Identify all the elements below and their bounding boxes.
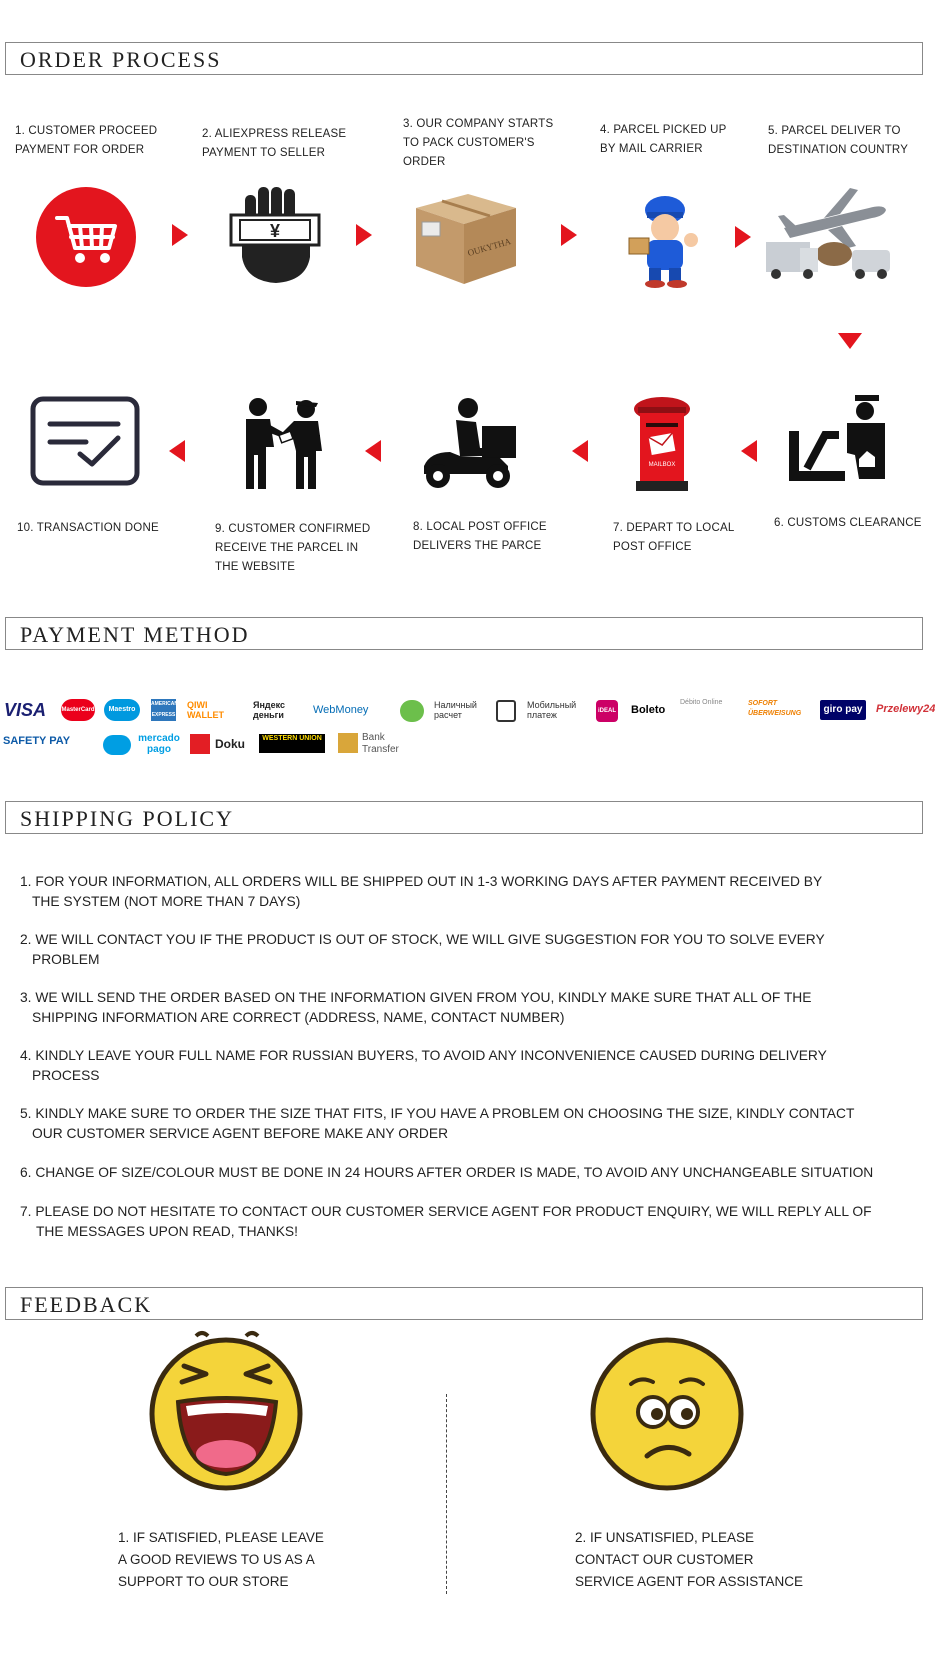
arrow-right-icon — [172, 224, 188, 246]
debito-online-logo: Débito Online — [680, 699, 723, 706]
arrow-right-icon — [561, 224, 577, 246]
feedback-satisfied-text: 1. IF SATISFIED, PLEASE LEAVE A GOOD REVIEWS TO US AS A SUPPORT TO OUR STORE — [118, 1530, 324, 1589]
arrow-left-icon — [169, 440, 185, 462]
safetypay-logo: SAFETY PAY — [3, 735, 71, 747]
box-brand-text: OUKYTHA — [466, 236, 512, 259]
mastercard-logo: MasterCard — [61, 699, 95, 721]
mailbox-text: MAILBOX — [648, 462, 676, 468]
shopping-cart-icon — [35, 186, 137, 288]
handover-icon — [236, 395, 336, 491]
maestro-logo: Maestro — [104, 699, 140, 721]
przelewy24-logo: Przelewy24 — [876, 703, 935, 715]
arrow-right-icon — [356, 224, 372, 246]
step-7-label: 7. DEPART TO LOCAL POST OFFICE — [613, 522, 735, 553]
feedback-divider — [446, 1394, 447, 1594]
delivery-scooter-icon — [420, 396, 520, 492]
sofort-logo: SOFORT ÜBERWEISUNG — [748, 700, 802, 717]
policy-item-5: 5. KINDLY MAKE SURE TO ORDER THE SIZE THAT FITS, IF YOU HAVE A PROBLEM ON CHOOSING THE SIZE, KINDLY CONTACT OUR CUSTOMER SERVICE AGENT BEFORE MAKE ANY ORDER — [20, 1106, 855, 1141]
mercado-pago-logo: mercado pago — [138, 733, 180, 755]
bank-transfer-logo: Bank Transfer — [362, 732, 399, 755]
step-9-label: 9. CUSTOMER CONFIRMED RECEIVE THE PARCEL IN THE WEBSITE — [215, 523, 371, 573]
arrow-right-icon — [735, 226, 751, 248]
worried-face-icon — [589, 1336, 745, 1492]
boleto-logo: Boleto — [631, 704, 666, 716]
cash-icon — [400, 700, 424, 722]
doku-logo: Doku — [215, 737, 245, 751]
bank-icon — [338, 733, 358, 753]
policy-item-3: 3. WE WILL SEND THE ORDER BASED ON THE INFORMATION GIVEN FROM YOU, KINDLY MAKE SURE THAT ALL OF THE SHIPPING INFORMATION ARE CORRECT (ADDRESS, NAME, CONTACT NUMBER) — [20, 990, 812, 1025]
step-6-label: 6. CUSTOMS CLEARANCE — [774, 517, 922, 529]
amex-logo: AMERICAN EXPRESS — [151, 699, 176, 721]
policy-item-2: 2. WE WILL CONTACT YOU IF THE PRODUCT IS OUT OF STOCK, WE WILL GIVE SUGGESTION FOR YOU TO SOLVE EVERY PROBLEM — [20, 932, 825, 967]
qiwi-logo: QIWI WALLET — [187, 700, 224, 720]
customs-icon — [789, 395, 889, 481]
step-1-label: 1. CUSTOMER PROCEED PAYMENT FOR ORDER — [15, 125, 158, 156]
policy-item-4: 4. KINDLY LEAVE YOUR FULL NAME FOR RUSSIAN BUYERS, TO AVOID ANY INCONVENIENCE CAUSED DURING DELIVERY PROCESS — [20, 1048, 827, 1083]
shipping-policy-header: SHIPPING POLICY — [5, 801, 923, 834]
arrow-left-icon — [741, 440, 757, 462]
hand-yuan-icon — [230, 187, 322, 283]
visa-logo: VISA — [4, 700, 47, 720]
payment-method-header: PAYMENT METHOD — [5, 617, 923, 650]
step-10-label: 10. TRANSACTION DONE — [17, 522, 159, 534]
step-5-label: 5. PARCEL DELIVER TO DESTINATION COUNTRY — [768, 125, 909, 156]
policy-item-7: 7. PLEASE DO NOT HESITATE TO CONTACT OUR CUSTOMER SERVICE AGENT FOR PRODUCT ENQUIRY, WE WILL REPLY ALL OF THE MESSAGES UPON READ, THANKS! — [20, 1204, 872, 1239]
feedback-unsatisfied-text: 2. IF UNSATISFIED, PLEASE CONTACT OUR CUSTOMER SERVICE AGENT FOR ASSISTANCE — [575, 1530, 804, 1589]
step-3-label: 3. OUR COMPANY STARTS TO PACK CUSTOMER'S ORDER — [403, 118, 554, 168]
parcel-box-icon — [412, 186, 520, 286]
policy-item-6: 6. CHANGE OF SIZE/COLOUR MUST BE DONE IN 24 HOURS AFTER ORDER IS MADE, TO AVOID ANY UNCHANGEABLE SITUATION — [20, 1165, 874, 1180]
yandex-money-logo: Яндекс деньги — [253, 700, 286, 720]
feedback-header: FEEDBACK — [5, 1287, 923, 1320]
mercado-pago-icon — [103, 735, 131, 755]
checkmark-card-icon — [30, 396, 140, 486]
ideal-logo: iDEAL — [596, 700, 618, 722]
arrow-left-icon — [365, 440, 381, 462]
step-4-label: 4. PARCEL PICKED UP BY MAIL CARRIER — [600, 124, 727, 155]
webmoney-logo: WebMoney — [313, 704, 369, 716]
svg-text:¥: ¥ — [269, 221, 281, 241]
step-2-label: 2. ALIEXPRESS RELEASE PAYMENT TO SELLER — [202, 128, 347, 159]
step-8-label: 8. LOCAL POST OFFICE DELIVERS THE PARCE — [413, 521, 547, 552]
mail-carrier-icon — [625, 188, 705, 288]
mailbox-icon — [632, 395, 692, 495]
arrow-left-icon — [572, 440, 588, 462]
order-process-header: ORDER PROCESS — [5, 42, 923, 75]
mobile-payment-logo: Мобильный платеж — [527, 700, 577, 720]
airplane-truck-icon — [764, 188, 894, 283]
arrow-down-icon — [838, 333, 862, 349]
policy-item-1: 1. FOR YOUR INFORMATION, ALL ORDERS WILL BE SHIPPED OUT IN 1-3 WORKING DAYS AFTER PAYMENT RECEIVED BY THE SYSTEM (NOT MORE THAN 7 DAYS) — [20, 874, 823, 909]
laughing-face-icon — [144, 1330, 308, 1490]
western-union-logo: WESTERN UNION — [259, 734, 325, 753]
cash-logo: Наличный расчет — [434, 700, 477, 720]
mobile-payment-icon — [496, 700, 516, 722]
giropay-logo: giro pay — [820, 700, 866, 720]
doku-icon — [190, 734, 210, 754]
